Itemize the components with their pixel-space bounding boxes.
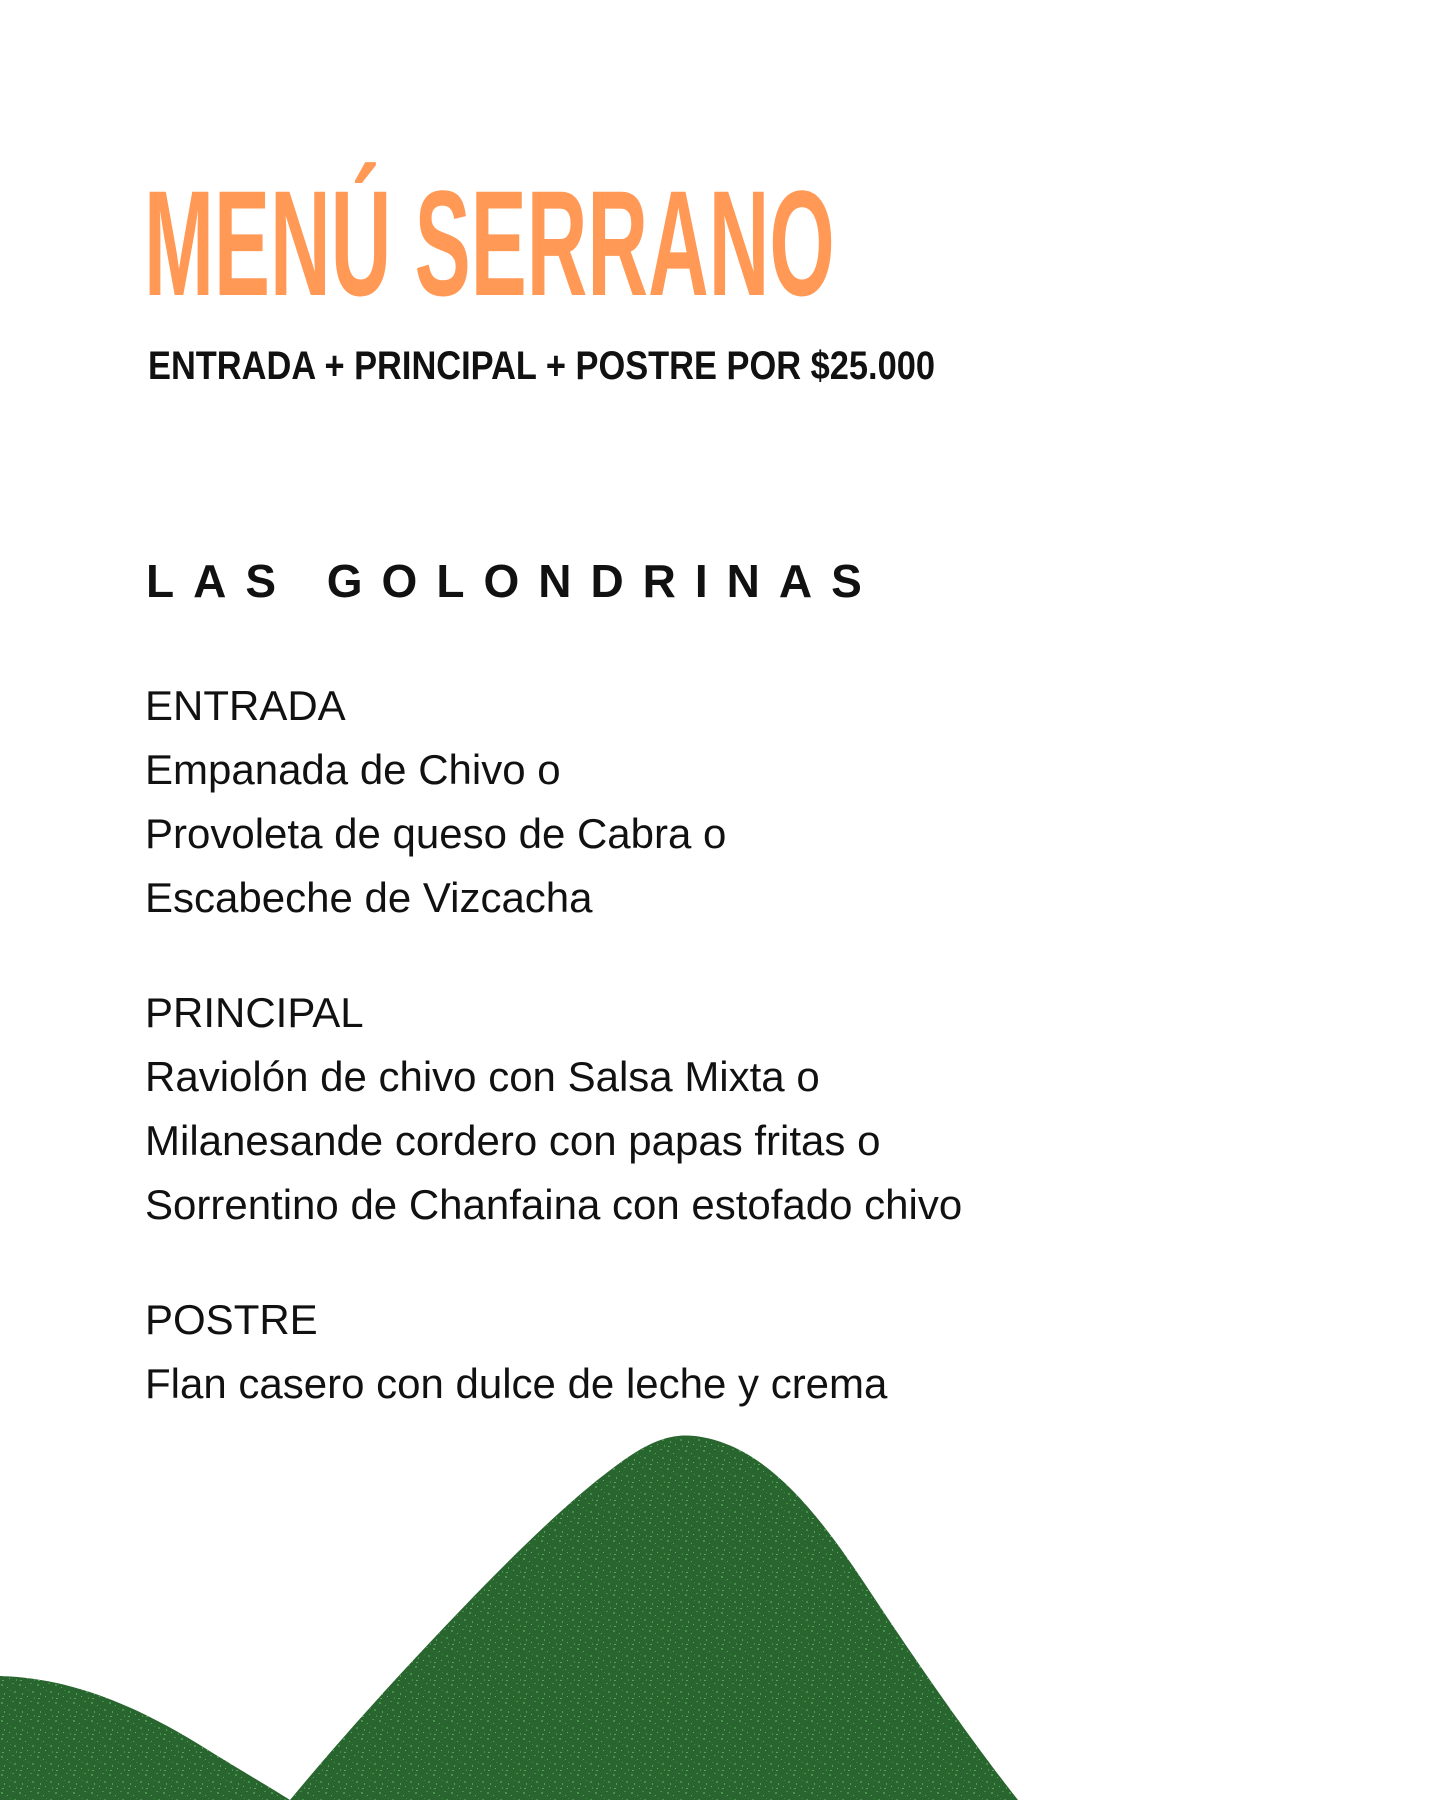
menu-item: Sorrentino de Chanfaina con estofado chivo xyxy=(145,1181,963,1228)
menu-title: MENÚ SERRANO xyxy=(144,159,835,327)
menu-item: Provoleta de queso de Cabra o xyxy=(145,810,727,857)
section-heading: POSTRE xyxy=(145,1296,318,1343)
menu-item: Raviolón de chivo con Salsa Mixta o xyxy=(145,1053,820,1100)
menu-item: Milanesande cordero con papas fritas o xyxy=(145,1117,881,1164)
menu-sections xyxy=(145,674,1245,1416)
mountain-decoration xyxy=(0,1430,1440,1800)
menu-item: Empanada de Chivo o xyxy=(145,746,561,793)
menu-price-subtitle: ENTRADA + PRINCIPAL + POSTRE POR $25.000 xyxy=(148,344,935,388)
section-heading: ENTRADA xyxy=(145,682,346,729)
restaurant-name: LAS GOLONDRINAS xyxy=(146,555,881,607)
section-principal xyxy=(145,981,1245,1237)
menu-item: Escabeche de Vizcacha xyxy=(145,874,593,921)
section-heading: PRINCIPAL xyxy=(145,989,364,1036)
section-entrada xyxy=(145,674,1245,930)
mountain-icon xyxy=(0,1430,1440,1800)
menu-item: Flan casero con dulce de leche y crema xyxy=(145,1360,888,1407)
section-postre xyxy=(145,1288,1245,1416)
